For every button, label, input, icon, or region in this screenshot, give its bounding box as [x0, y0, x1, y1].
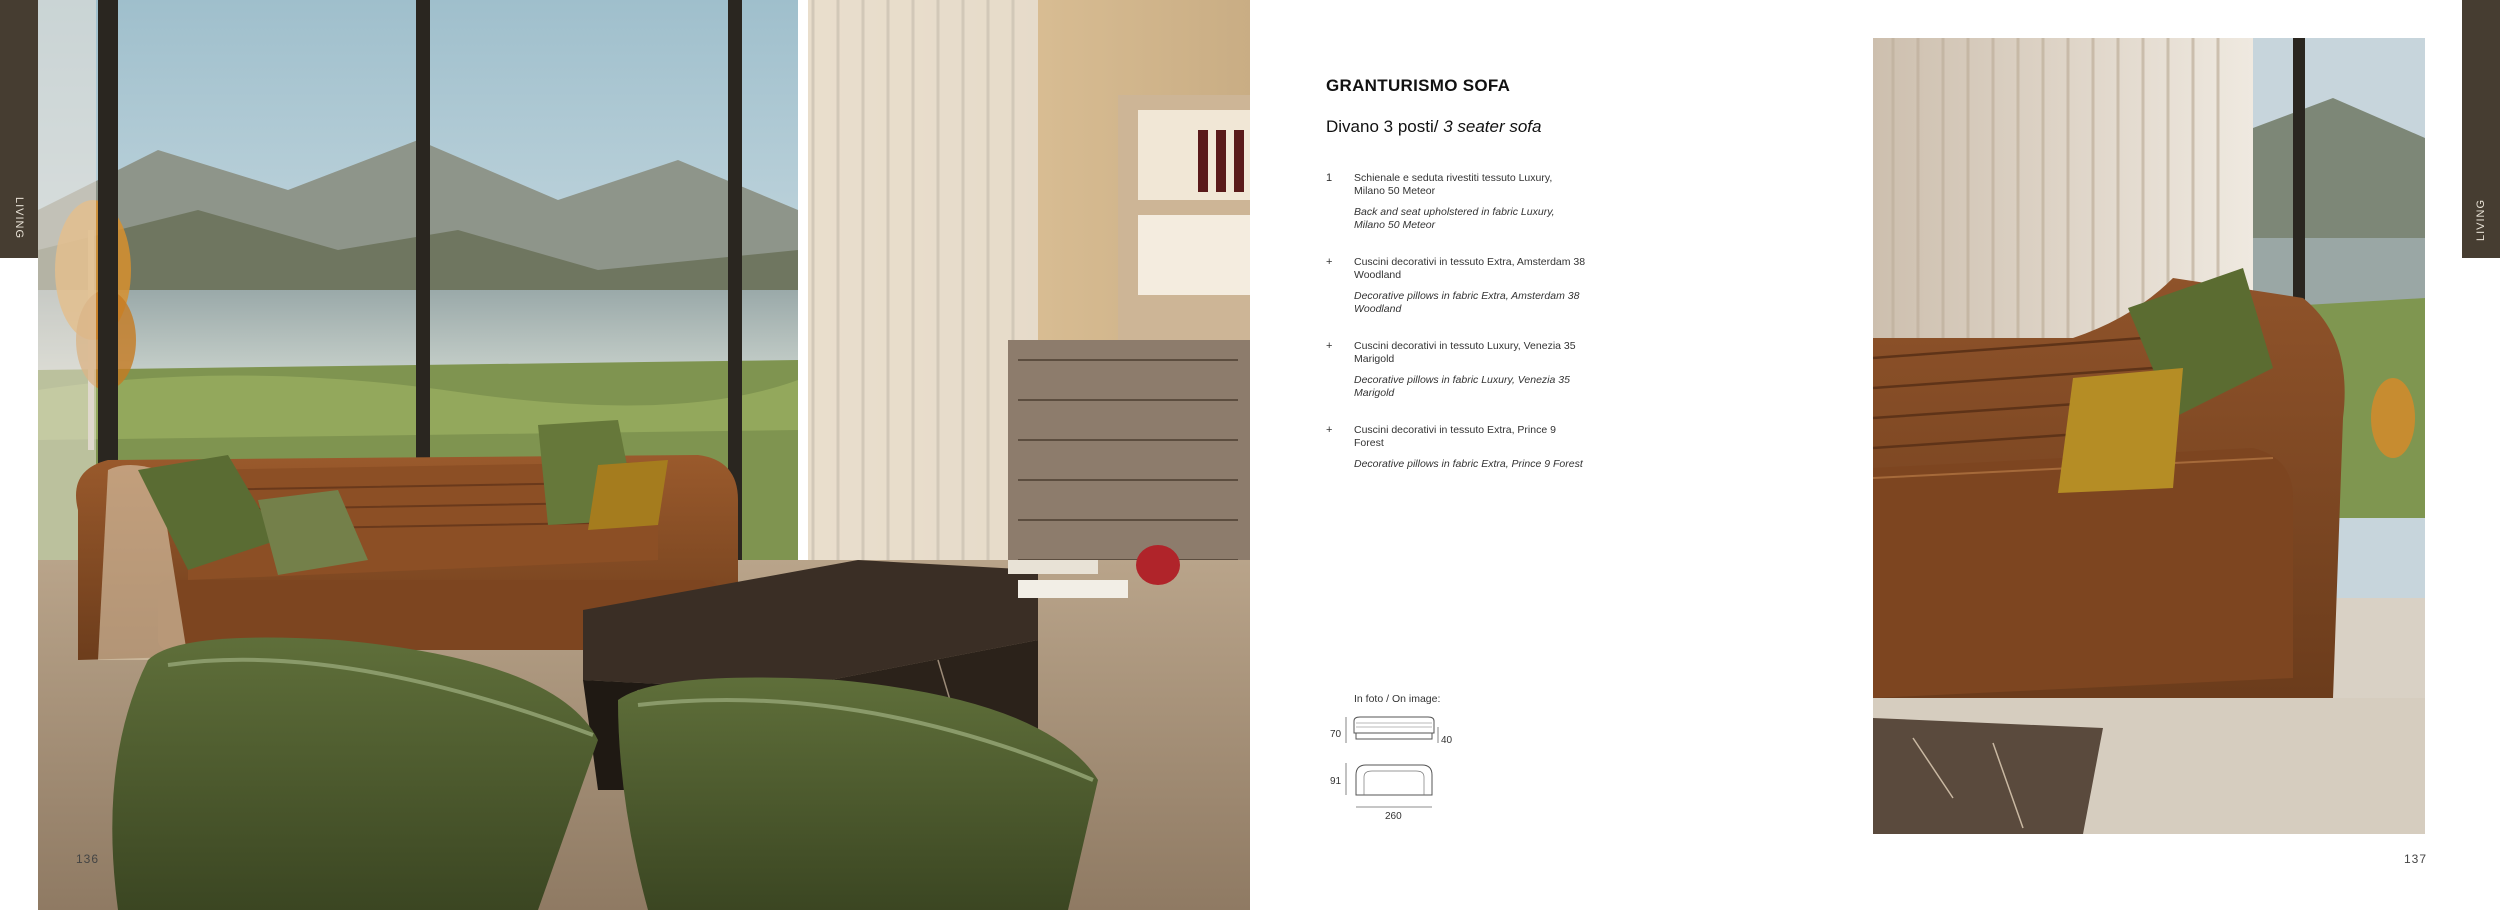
spec-text-english: Decorative pillows in fabric Extra, Amsterdam 38 Woodland: [1354, 290, 1580, 315]
sofa-detail-photo: [1873, 38, 2425, 834]
side-tab-right: [2462, 0, 2500, 258]
spec-item: [1326, 424, 1586, 471]
dimension-width: 260: [1385, 811, 1402, 822]
spec-text-italian: Cuscini decorativi in tessuto Extra, Prince 9 Forest: [1354, 424, 1556, 449]
page-number-left: 136: [76, 852, 100, 866]
living-room-photo: [38, 0, 1250, 910]
side-tab-label: LIVING: [2475, 198, 2487, 242]
spec-marker: 1: [1326, 172, 1333, 184]
spec-item: [1326, 340, 1586, 400]
page-number-right: 137: [2404, 852, 2428, 866]
spec-text-italian: Cuscini decorativi in tessuto Luxury, Venezia 35 Marigold: [1354, 340, 1576, 365]
spec-text-english: Decorative pillows in fabric Luxury, Venezia 35 Marigold: [1354, 374, 1570, 399]
dimension-height: 70: [1330, 729, 1342, 740]
dimension-depth: 91: [1330, 776, 1342, 787]
dimension-seat-height: 40: [1441, 735, 1453, 746]
on-image-label: In foto / On image:: [1354, 693, 1441, 705]
spec-text-italian: Cuscini decorativi in tessuto Extra, Amsterdam 38 Woodland: [1354, 256, 1586, 281]
spec-list: [1326, 172, 1586, 495]
spec-text-italian: Schienale e seduta rivestiti tessuto Luxury, Milano 50 Meteor: [1354, 172, 1553, 197]
spec-marker: +: [1326, 424, 1333, 436]
product-title: GRANTURISMO SOFA: [1326, 76, 1511, 95]
spec-item: [1326, 172, 1586, 232]
spec-item: [1326, 256, 1586, 316]
subtitle-english: 3 seater sofa: [1443, 117, 1542, 136]
spec-text-english: Back and seat upholstered in fabric Luxury, Milano 50 Meteor: [1354, 206, 1555, 231]
spec-marker: +: [1326, 340, 1333, 352]
spec-marker: +: [1326, 256, 1333, 268]
side-tab-label: LIVING: [13, 196, 25, 240]
side-tab-left: [0, 0, 38, 258]
product-subtitle: [1326, 117, 1541, 137]
subtitle-italian: Divano 3 posti/: [1326, 117, 1439, 136]
dimension-drawing: [1326, 715, 1446, 825]
spec-text-english: Decorative pillows in fabric Extra, Prince 9 Forest: [1354, 458, 1583, 470]
